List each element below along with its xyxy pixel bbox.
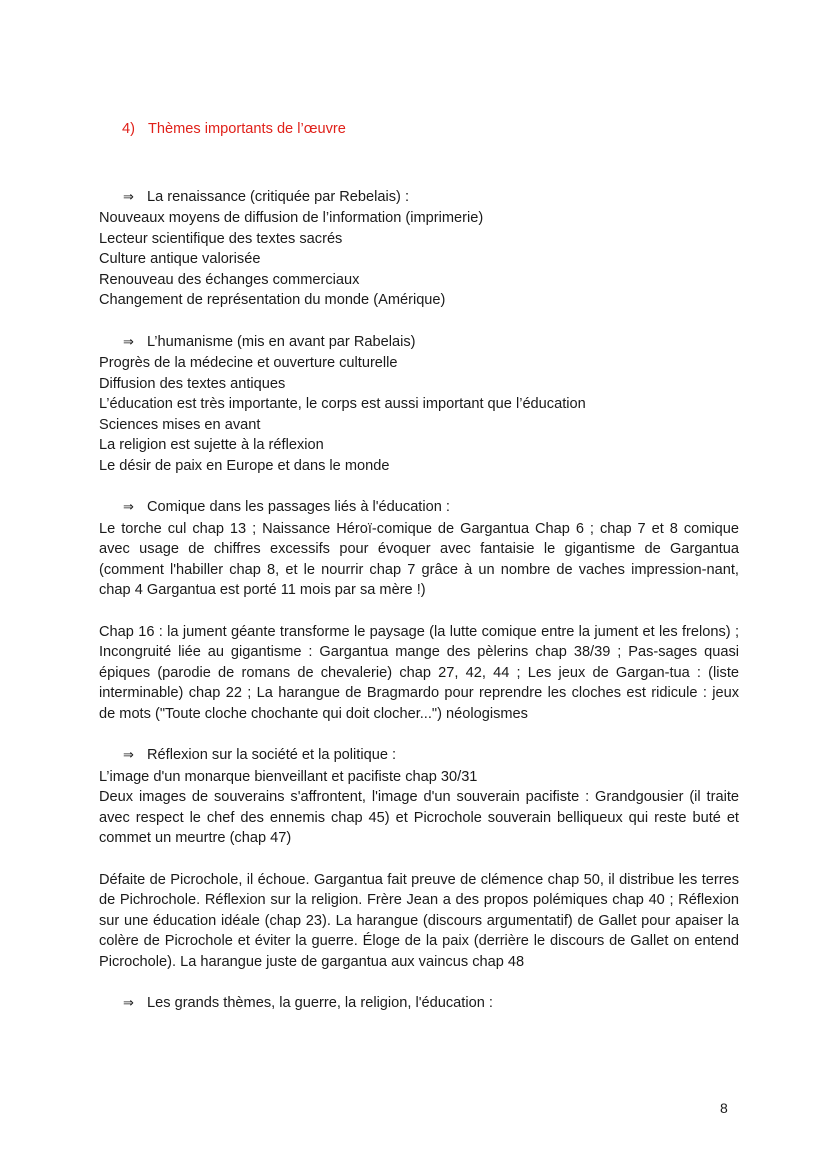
page-number: 8 [720, 1100, 728, 1116]
list-item: Progrès de la médecine et ouverture culturelle [99, 355, 398, 371]
bullet-heading [123, 332, 739, 354]
section-renaissance [99, 187, 739, 311]
heading-text: Thèmes importants de l’œuvre [147, 121, 346, 137]
list-item: Diffusion des textes antiques [99, 375, 286, 392]
bullet-title: Comique dans les passages liés à l'éducation : [147, 499, 450, 515]
heading-number: 4) [122, 121, 135, 137]
paragraph: Deux images de souverains s'affrontent, l'image d'un souverain pacifiste : Grandgousier (il traite avec respect le chef des ennemis chap 45) et Picrochole souverain belliqueux qui reste buté et commet un meurtre (chap 47) [99, 789, 739, 846]
paragraph: Défaite de Picrochole, il échoue. Gargantua fait preuve de clémence chap 50, il distribue les terres de Pichrochole. Réflexion sur la religion. Frère Jean a des propos polémiques chap 40 ; Réflexion sur une éducation idéale (chap 23). La harangue (discours argumentatif) de Gallet pour apaiser la colère de Picrochole et éviter la guerre. Éloge de la paix (derrière le discours de Gallet on entend Picrochole). La harangue juste de gargantua aux vaincus chap 48 [99, 871, 739, 970]
paragraph: Le torche cul chap 13 ; Naissance Héroï-comique de Gargantua Chap 6 ; chap 7 et 8 comique avec usage de chiffres excessifs pour évoquer avec fantaisie le gigantisme de Gargantua (comment l'habiller chap 8, et le nourrir chap 7 grâce à un nombre de vaches impression-nant, chap 4 Gargantua est porté 11 mois par sa mère !) [99, 520, 739, 598]
list-item: Changement de représentation du monde (Amérique) [99, 292, 446, 308]
bullet-heading [123, 745, 739, 767]
list-item: Lecteur scientifique des textes sacrés [99, 230, 343, 247]
bullet-title: Réflexion sur la société et la politique : [147, 747, 397, 763]
list-item: L’image d'un monarque bienveillant et pacifiste chap 30/31 [99, 768, 478, 785]
bullet-title: Les grands thèmes, la guerre, la religion, l'éducation : [147, 995, 493, 1011]
double-arrow-icon: ⇒ [123, 996, 134, 1011]
section-politique [99, 745, 739, 972]
list-item: Le désir de paix en Europe et dans le monde [99, 457, 390, 474]
bullet-title: L’humanisme (mis en avant par Rabelais) [147, 333, 416, 350]
section-grands-themes [99, 993, 739, 1015]
list-item: Nouveaux moyens de diffusion de l’information (imprimerie) [99, 210, 484, 226]
bullet-title: La renaissance (critiquée par Rebelais) : [147, 188, 410, 205]
list-item: L’éducation est très importante, le corps est aussi important que l’éducation [99, 396, 586, 412]
section-comique [99, 497, 739, 724]
list-item: Sciences mises en avant [99, 416, 261, 433]
bullet-heading [123, 187, 739, 209]
double-arrow-icon: ⇒ [123, 334, 134, 350]
paragraph: Chap 16 : la jument géante transforme le paysage (la lutte comique entre la jument et les frelons) ; Incongruité liée au gigantisme : Gargantua mange des pèlerins chap 38/39 ; Pas-sages quasi épiques (parodie de romans de chevalerie) chap 27, 42, 44 ; Les jeux de Gargan-tua : (liste interminable) chap 22 ; La harangue de Bragmardo pour reprendre les cloches est ridicule : jeux de mots ("Toute cloche chochante qui doit clocher...") néologismes [99, 623, 739, 722]
double-arrow-icon: ⇒ [123, 189, 134, 205]
list-item: La religion est sujette à la réflexion [99, 437, 324, 453]
double-arrow-icon: ⇒ [123, 500, 134, 515]
section-humanisme [99, 332, 739, 477]
list-item: Culture antique valorisée [99, 251, 261, 267]
bullet-heading [123, 993, 739, 1015]
list-item: Renouveau des échanges commerciaux [99, 271, 360, 288]
bullet-heading [123, 497, 739, 519]
section-heading [122, 119, 739, 140]
document-page [99, 119, 739, 1015]
double-arrow-icon: ⇒ [123, 748, 134, 763]
